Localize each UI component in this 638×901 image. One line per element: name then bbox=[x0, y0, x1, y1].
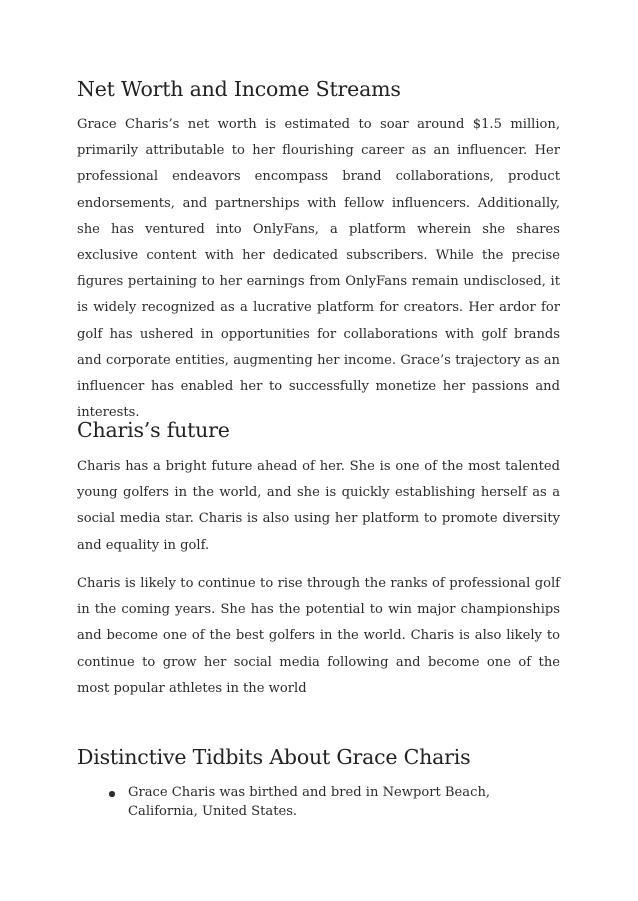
list-item-text: Grace Charis was birthed and bred in Newport Beach, California, United States. bbox=[128, 785, 491, 819]
section-heading-net-worth: Net Worth and Income Streams bbox=[77, 77, 401, 101]
paragraph-future-1: Charis has a bright future ahead of her. She is one of the most talented young golfers in the world, and she is quickly establishing herself as a social media star. Charis is also using her platform to promote diversity and equality in golf. bbox=[77, 459, 560, 553]
list-item bbox=[77, 784, 528, 821]
tidbits-list bbox=[77, 784, 560, 821]
paragraph-future-2: Charis is likely to continue to rise through the ranks of professional golf in the coming years. She has the potential to win major championships and become one of the best golfers in the world. Charis is also likely to continue to grow her social media following and become one of the most popular athletes in the world bbox=[77, 576, 560, 696]
bullet-icon bbox=[109, 791, 115, 797]
paragraph-net-worth: Grace Charis’s net worth is estimated to soar around $1.5 million, primarily attributable to her flourishing career as an influencer. Her professional endeavors encompass brand collaborations, product endorsements, and partnerships with fellow influencers. Additionally, she has ventured into OnlyFans, a platform wherein she shares exclusive content with her dedicated subscribers. While the precise figures pertaining to her earnings from OnlyFans remain undisclosed, it is widely recognized as a lucrative platform for creators. Her ardor for golf has ushered in opportunities for collaborations with golf brands and corporate entities, augmenting her income. Grace’s trajectory as an influencer has enabled her to successfully monetize her passions and interests. bbox=[77, 117, 560, 421]
section-heading-future: Charis’s future bbox=[77, 418, 230, 442]
section-heading-tidbits: Distinctive Tidbits About Grace Charis bbox=[77, 745, 471, 769]
